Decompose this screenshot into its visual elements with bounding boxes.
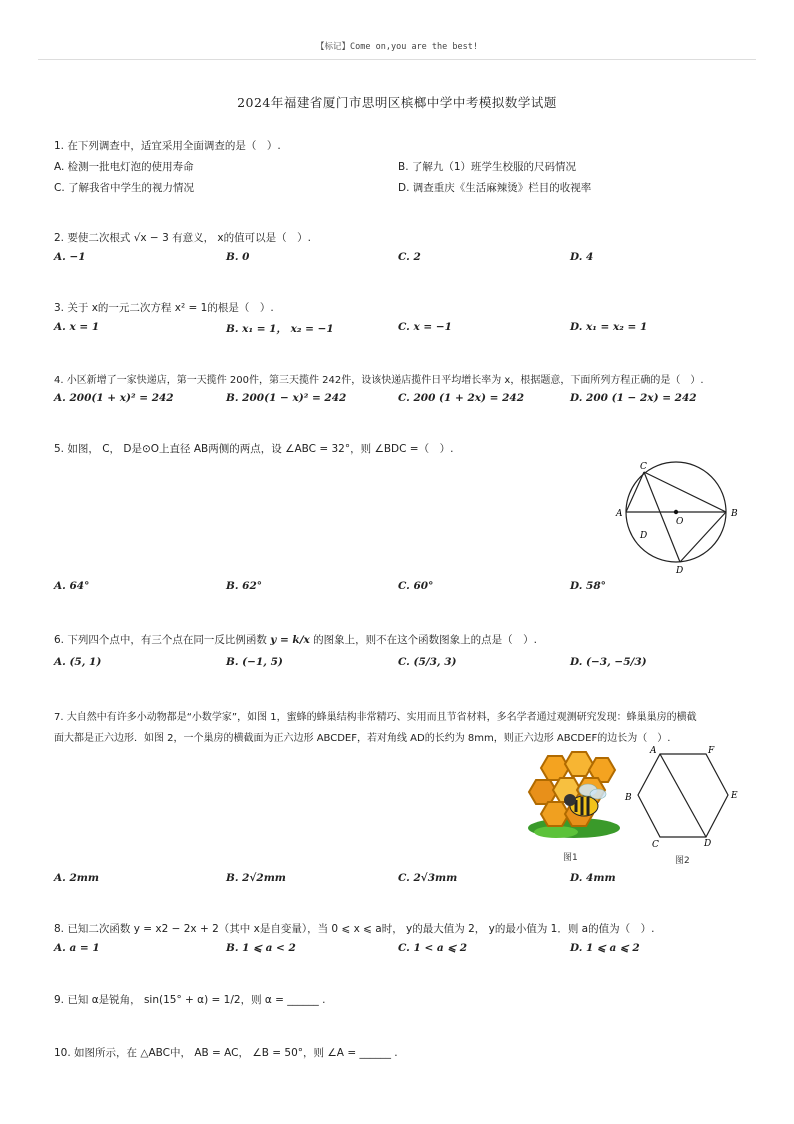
hex-label-e: E [731,791,738,801]
circle-diagram [612,458,744,578]
question-3-option-c: C. x = −1 [398,321,452,333]
question-1-option-a: A. 检测一批电灯泡的使用寿命 [54,161,194,173]
question-6-option-d: D. (−3, −5/3) [570,656,647,668]
question-2-option-d: D. 4 [570,251,594,263]
question-4-option-b: B. 200(1 − x)² = 242 [226,392,347,404]
question-4-stem: 4. 小区新增了一家快递店，第一天揽件 200件，第三天揽件 242件，设该快递店揽件日平均增长率为 x，根据题意，下面所列方程正确的是（ ）. [54,375,704,386]
question-5-option-a: A. 64° [54,580,90,592]
question-6-option-b: B. (−1, 5) [226,656,283,668]
label-b: B [731,509,738,519]
question-5-option-d: D. 58° [570,580,606,592]
label-d: D [676,566,684,576]
question-7-option-b: B. 2√2mm [226,872,286,884]
figure-2-caption: 图2 [675,856,690,866]
chord-ca [626,472,644,512]
chord-cb [644,472,726,512]
hex-label-f: F [708,746,715,756]
question-8-option-d: D. 1 ⩽ a ⩽ 2 [570,942,640,954]
question-3-option-a: A. x = 1 [54,321,100,333]
chord-cd [644,472,680,562]
header-divider [38,59,756,60]
hexagon-diagram [620,742,744,852]
question-6-stem-pre: 6. 下列四个点中，有三个点在同一反比例函数 [54,634,267,646]
question-7-stem-line1: 7. 大自然中有许多小动物都是“小数学家”，如图 1，蜜蜂的蜂巢结构非常精巧、实用而且节省材料，多名学者通过观测研究发现：蜂巢巢房的横截 [54,712,697,723]
question-8-option-b: B. 1 ⩽ a < 2 [226,942,296,954]
question-4-option-c: C. 200 (1 + 2x) = 242 [398,392,524,404]
hex-label-a: A [650,746,657,756]
question-4-option-a: A. 200(1 + x)² = 242 [54,392,174,404]
page-title: 2024年福建省厦门市思明区槟榔中学中考模拟数学试题 [237,95,557,110]
question-6-option-c: C. (5/3, 3) [398,656,457,668]
question-3-option-b: B. x₁ = 1， x₂ = −1 [226,323,334,335]
hex-label-c: C [652,840,659,850]
hex-label-d: D [704,839,712,849]
header-note: 【标记】Come on,you are the best! [316,42,478,52]
question-1-stem: 1. 在下列调查中，适宜采用全面调查的是（ ）. [54,140,281,152]
label-d-inner: D [640,531,648,541]
hex-label-b: B [625,793,632,803]
question-1-option-b: B. 了解九（1）班学生校服的尺码情况 [398,161,577,173]
question-3-stem: 3. 关于 x的一元二次方程 x² = 1的根是（ ）. [54,302,274,314]
center-point [674,510,678,514]
question-2-option-c: C. 2 [398,251,421,263]
question-9-stem: 9. 已知 α是锐角， sin(15° + α) = 1/2，则 α = ______ . [54,994,326,1006]
question-10-stem: 10. 如图所示，在 △ABC中， AB = AC， ∠B = 50°，则 ∠A = ______ . [54,1047,398,1059]
question-3-option-d: D. x₁ = x₂ = 1 [570,321,648,333]
question-7-option-d: D. 4mm [570,872,616,884]
figure-1-caption: 图1 [563,853,578,863]
question-2-option-b: B. 0 [226,251,250,263]
question-8-stem: 8. 已知二次函数 y = x2 − 2x + 2（其中 x是自变量），当 0 ⩽ x ⩽ a时， y的最大值为 2， y的最小值为 1．则 a的值为（ ）. [54,923,655,935]
question-5-stem: 5. 如图， C， D是⊙O上直径 AB两侧的两点，设 ∠ABC = 32°，则 ∠BDC =（ ）. [54,443,454,455]
question-6-stem [54,632,537,647]
question-1-option-d: D. 调查重庆《生活麻辣烫》栏目的收视率 [398,182,592,194]
label-a: A [616,509,623,519]
question-6-function: y = k/x [270,634,310,646]
question-6-stem-post: 的图象上，则不在这个函数图象上的点是（ ）. [313,634,537,646]
question-6-option-a: A. (5, 1) [54,656,102,668]
question-2-option-a: A. −1 [54,251,86,263]
question-1-option-c: C. 了解我省中学生的视力情况 [54,182,195,194]
question-8-option-a: A. a = 1 [54,942,100,954]
question-4-option-d: D. 200 (1 − 2x) = 242 [570,392,697,404]
question-7-option-c: C. 2√3mm [398,872,458,884]
question-7-option-a: A. 2mm [54,872,99,884]
diagonal-ad [660,754,706,837]
question-8-option-c: C. 1 < a ⩽ 2 [398,942,468,954]
question-7-stem-line2: 面大都是正六边形．如图 2，一个巢房的横截面为正六边形 ABCDEF，若对角线 AD的长约为 8mm，则正六边形 ABCDEF的边长为（ ）. [54,733,671,744]
honeycomb-bee-image [526,748,622,840]
question-5-option-b: B. 62° [226,580,263,592]
question-5-option-c: C. 60° [398,580,434,592]
question-2-stem: 2. 要使二次根式 √x − 3 有意义， x的值可以是（ ）. [54,232,311,244]
label-o: O [676,517,684,527]
label-c: C [640,462,647,472]
